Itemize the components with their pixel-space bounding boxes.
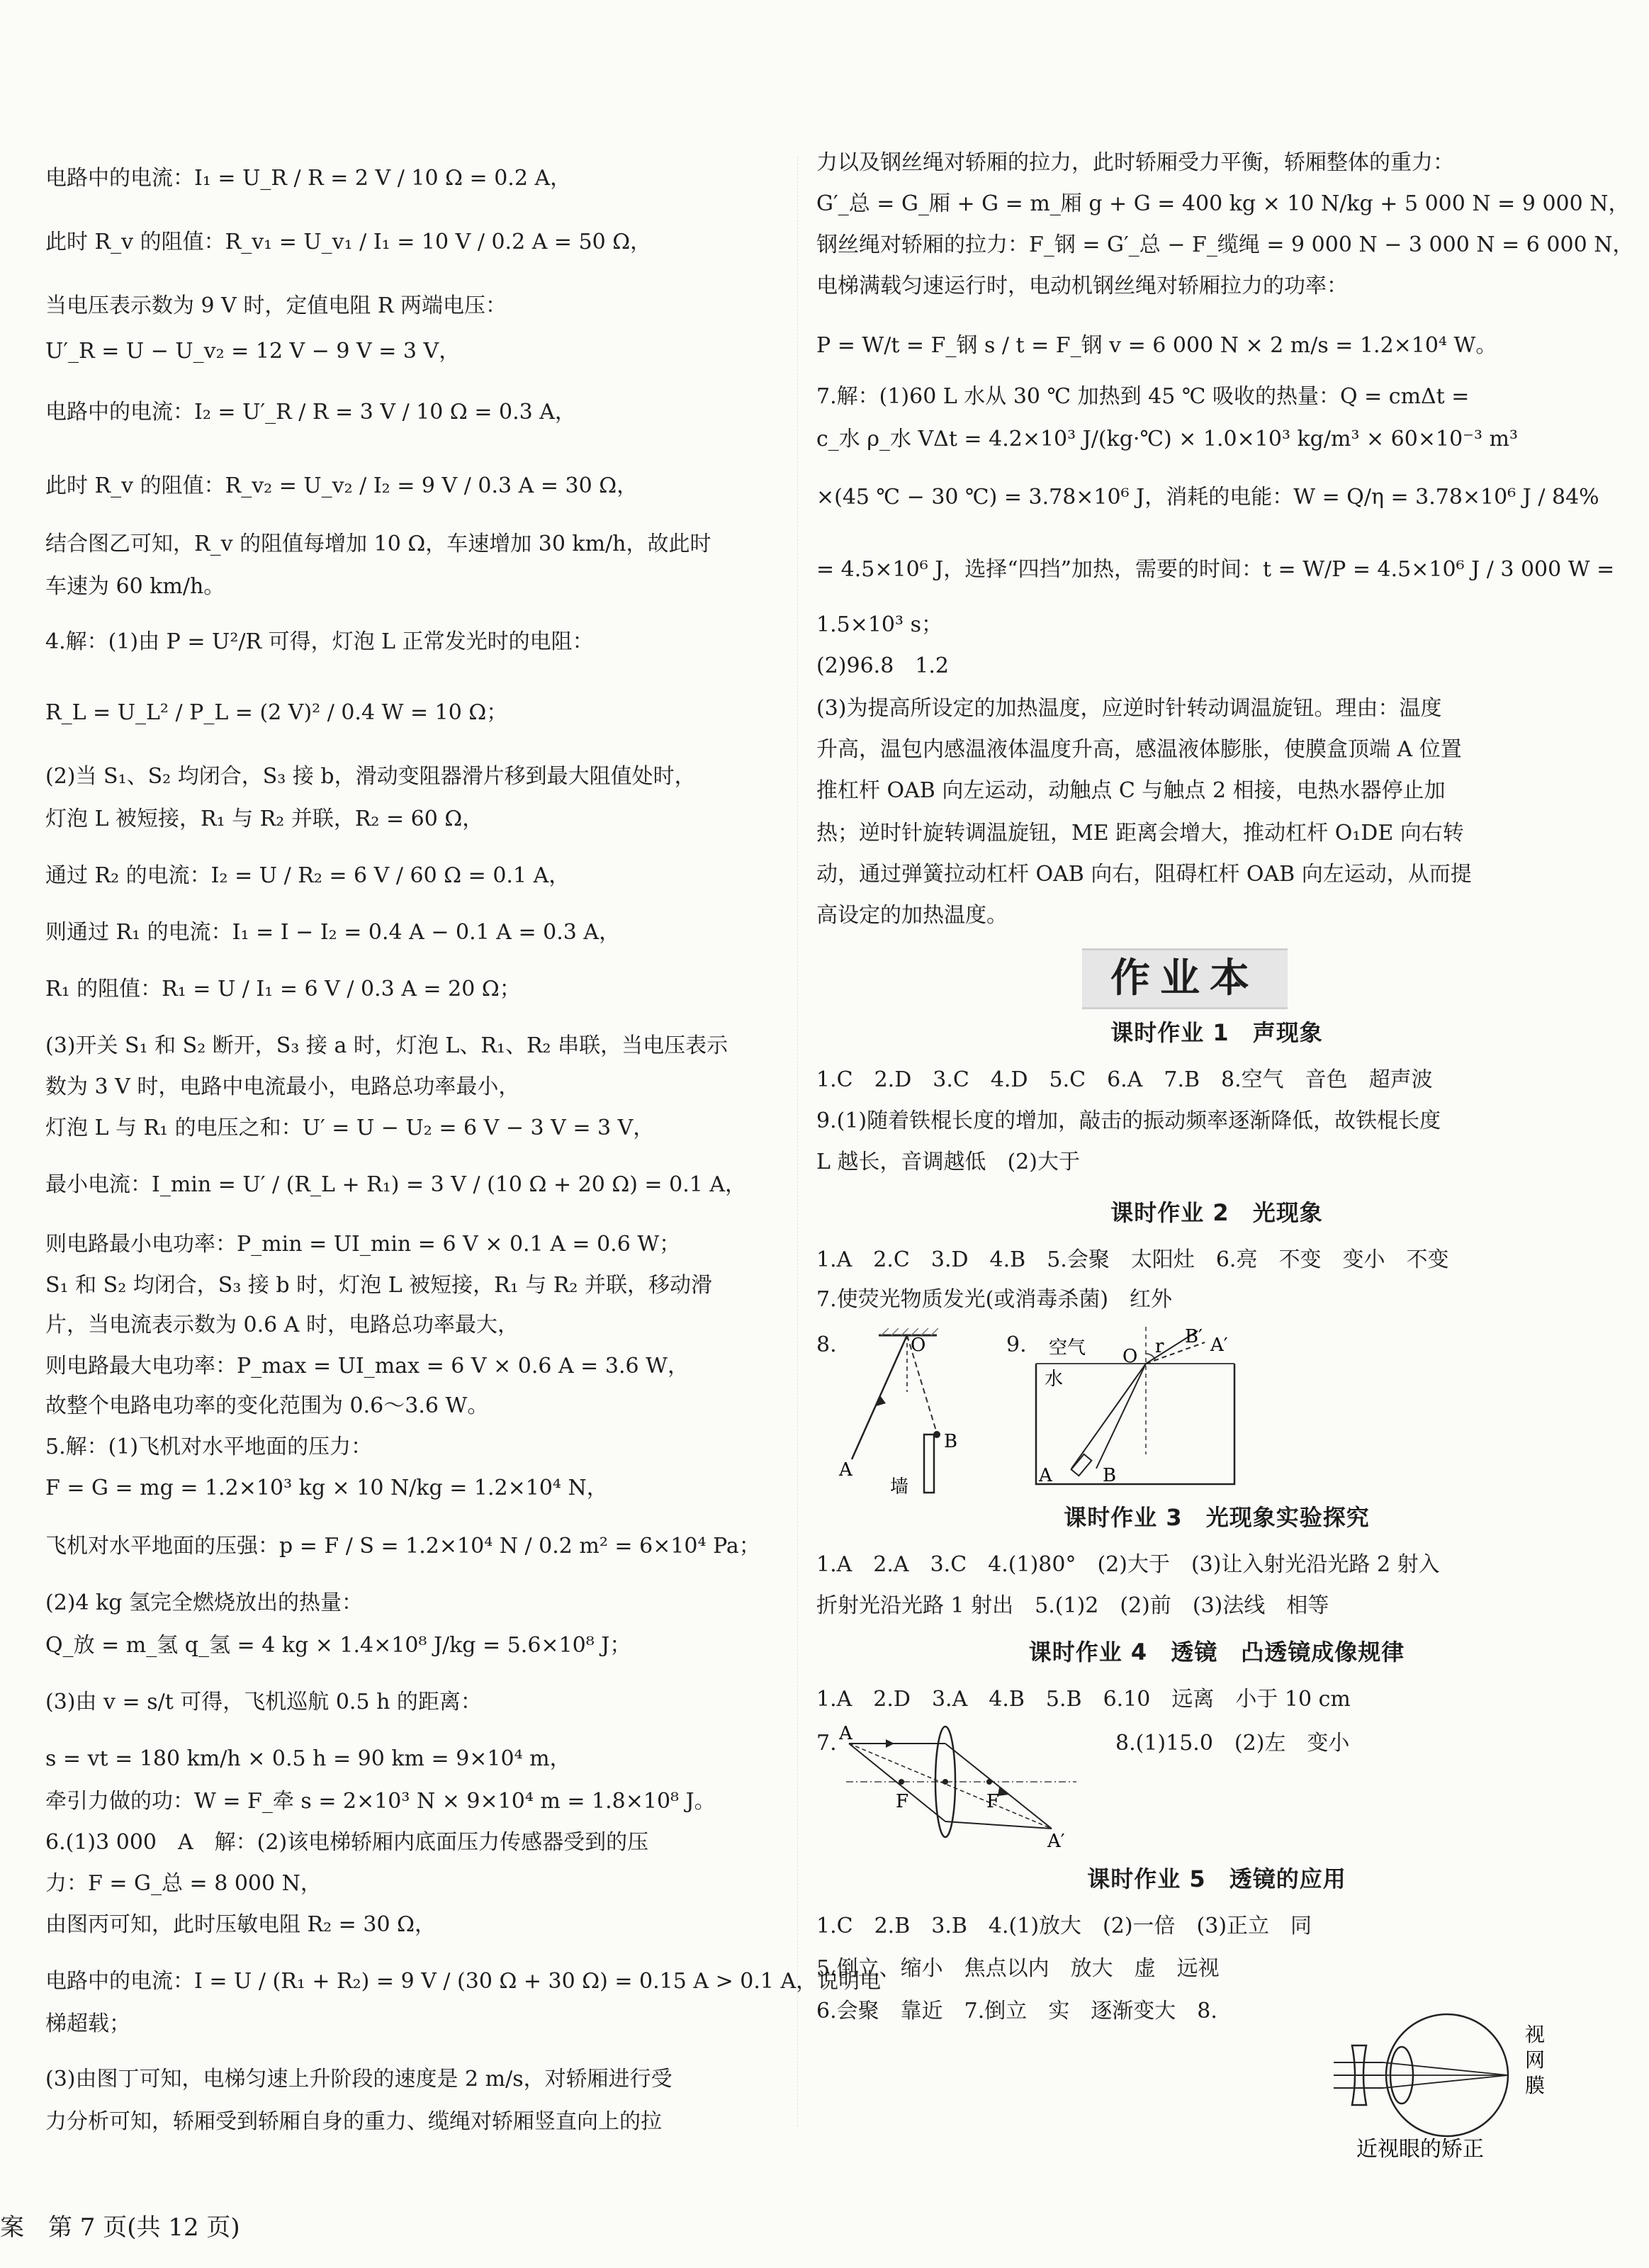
text-line: (3)由 v = s/t 可得，飞机巡航 0.5 h 的距离： [45, 1690, 482, 1714]
fig-label-retina-2: 网 [1525, 2048, 1546, 2072]
text-line: 1.5×10³ s； [816, 612, 942, 637]
text-line: 最小电流：I_min = U′ / (R_L + R₁) = 3 V / (10 Ω + 20 Ω) = 0.1 A， [45, 1172, 747, 1197]
text-line: 力：F = G_总 = 8 000 N， [45, 1871, 322, 1896]
text-line: 1.A 2.D 3.A 4.B 5.B 6.10 远离 小于 10 cm [816, 1687, 1351, 1712]
text-line: (3)由图丁可知，电梯匀速上升阶段的速度是 2 m/s，对轿厢进行受 [45, 2067, 672, 2092]
fig8-label-wall: 墙 [890, 1476, 909, 1498]
text-line: (2)当 S₁、S₂ 均闭合，S₃ 接 b，滑动变阻器滑片移到最大阻值处时， [45, 764, 696, 789]
fig7-label-Ap: A′ [1047, 1831, 1065, 1852]
text-line: 数为 3 V 时，电路中电流最小，电路总功率最小， [45, 1074, 520, 1099]
text-line: 7.使荧光物质发光(或消毒杀菌) 红外 [816, 1287, 1173, 1312]
text-line: s = vt = 180 km/h × 0.5 h = 90 km = 9×10⁴ m， [45, 1746, 571, 1771]
text-line: 折射光沿光路 1 射出 5.(1)2 (2)前 (3)法线 相等 [816, 1593, 1329, 1618]
text-line: 飞机对水平地面的压强：p = F / S = 1.2×10⁴ N / 0.2 m² = 6×10⁴ Pa； [45, 1534, 760, 1559]
lens-diagram [839, 1722, 1080, 1857]
section-heading: 课时作业 5 透镜的应用 [1087, 1865, 1346, 1892]
fig9-label-B: B [1103, 1465, 1117, 1486]
text-line: 灯泡 L 与 R₁ 的电压之和：U′ = U − U₂ = 6 V − 3 V = 3 V， [45, 1116, 655, 1140]
text-line: (3)开关 S₁ 和 S₂ 断开，S₃ 接 a 时，灯泡 L、R₁、R₂ 串联，当电压表示 [45, 1033, 728, 1058]
fig9-label-r: r [1155, 1336, 1164, 1357]
section-heading: 课时作业 1 声现象 [1110, 1019, 1323, 1046]
text-line: 6.会聚 靠近 7.倒立 实 逐渐变大 8. [816, 1999, 1217, 2023]
text-line: 此时 R_v 的阻值：R_v₂ = U_v₂ / I₂ = 9 V / 0.3 A = 30 Ω， [45, 473, 638, 498]
text-line: G′_总 = G_厢 + G = m_厢 g + G = 400 kg × 10 N/kg + 5 000 N = 9 000 N， [816, 191, 1630, 216]
text-line: (3)为提高所设定的加热温度，应逆时针转动调温旋钮。理由：温度 [816, 696, 1442, 721]
text-line: 牵引力做的功：W = F_牵 s = 2×10³ N × 9×10⁴ m = 1.8×10⁸ J。 [45, 1789, 716, 1814]
text-line: 结合图乙可知，R_v 的阻值每增加 10 Ω，车速增加 30 km/h，故此时 [45, 532, 711, 556]
text-line: 钢丝绳对轿厢的拉力：F_钢 = G′_总 − F_缆绳 = 9 000 N − 3 000 N = 6 000 N， [816, 232, 1634, 257]
section-heading: 课时作业 4 透镜 凸透镜成像规律 [1028, 1639, 1405, 1666]
fig9-label-A: A [1039, 1465, 1052, 1486]
text-line: R_L = U_L² / P_L = (2 V)² / 0.4 W = 10 Ω； [45, 700, 508, 725]
text-line: 推杠杆 OAB 向左运动，动触点 C 与触点 2 相接，电热水器停止加 [816, 778, 1446, 803]
refraction-diagram [1029, 1327, 1242, 1488]
text-line: 故整个电路电功率的变化范围为 0.6～3.6 W。 [45, 1393, 489, 1418]
text-line: 则通过 R₁ 的电流：I₁ = I − I₂ = 0.4 A − 0.1 A = 0.3 A， [45, 920, 621, 945]
fig9-label-O: O [1122, 1346, 1138, 1367]
text-line: c_水 ρ_水 VΔt = 4.2×10³ J/(kg·℃) × 1.0×10³ kg/m³ × 60×10⁻³ m³ [816, 427, 1519, 451]
text-line: F = G = mg = 1.2×10³ kg × 10 N/kg = 1.2×10⁴ N， [45, 1476, 608, 1500]
text-line: Q_放 = m_氢 q_氢 = 4 kg × 1.4×10⁸ J/kg = 5.6×10⁸ J； [45, 1633, 631, 1658]
text-line: 则电路最大电功率：P_max = UI_max = 6 V × 0.6 A = 3.6 W， [45, 1354, 689, 1379]
text-line: 动，通过弹簧拉动杠杆 OAB 向右，阻碍杠杆 OAB 向左运动，从而提 [816, 862, 1472, 887]
fig7-label-A: A [839, 1723, 852, 1744]
text-line: 高设定的加热温度。 [816, 903, 1008, 928]
text-line: U′_R = U − U_v₂ = 12 V − 9 V = 3 V， [45, 339, 461, 364]
fig9-label-Ap: A′ [1210, 1335, 1228, 1356]
text-line: 电路中的电流：I = U / (R₁ + R₂) = 9 V / (30 Ω + 30 Ω) = 0.15 A > 0.1 A，说明电 [45, 1969, 882, 1994]
text-line: 1.A 2.A 3.C 4.(1)80° (2)大于 (3)让入射光沿光路 2 射入 [816, 1552, 1440, 1577]
text-line: 9.(1)随着铁棍长度的增加，敲击的振动频率逐渐降低，故铁棍长度 [816, 1108, 1441, 1133]
fig-label-retina-1: 视 [1525, 2023, 1546, 2046]
fig8-label-O: O [911, 1335, 926, 1356]
text-line: 6.(1)3 000 A 解：(2)该电梯轿厢内底面压力传感器受到的压 [45, 1830, 649, 1855]
reflection-diagram [838, 1328, 986, 1498]
text-line: 灯泡 L 被短接，R₁ 与 R₂ 并联，R₂ = 60 Ω， [45, 807, 484, 831]
text-line: (2)4 kg 氢完全燃烧放出的热量： [45, 1590, 364, 1615]
fig7-label-F1: F [896, 1791, 909, 1812]
fig7-label-F2: F [986, 1791, 1000, 1812]
fig8-label-A: A [839, 1459, 852, 1481]
question-label: 9. [1006, 1332, 1027, 1357]
fig9-label-air: 空气 [1049, 1337, 1086, 1359]
column-divider [797, 156, 798, 2126]
text-line: 1.A 2.C 3.D 4.B 5.会聚 太阳灶 6.亮 不变 变小 不变 [816, 1247, 1449, 1272]
text-line: 当电压表示数为 9 V 时，定值电阻 R 两端电压： [45, 293, 507, 318]
question-label: 7. [816, 1731, 837, 1756]
text-line: 升高，温包内感温液体温度升高，感温液体膨胀，使膜盒顶端 A 位置 [816, 737, 1462, 762]
fig9-label-Bp: B′ [1185, 1327, 1203, 1347]
text-line: S₁ 和 S₂ 均闭合，S₃ 接 b 时，灯泡 L 被短接，R₁ 与 R₂ 并联，移动滑 [45, 1273, 712, 1298]
text-line: 梯超载； [45, 2011, 130, 2036]
text-line: 电路中的电流：I₂ = U′_R / R = 3 V / 10 Ω = 0.3 A， [45, 400, 576, 425]
text-line: R₁ 的阻值：R₁ = U / I₁ = 6 V / 0.3 A = 20 Ω； [45, 977, 521, 1001]
text-line: 则电路最小电功率：P_min = UI_min = 6 V × 0.1 A = 0.6 W； [45, 1232, 681, 1257]
text-line: = 4.5×10⁶ J，选择“四挡”加热，需要的时间：t = W/P = 4.5×10⁶ J / 3 000 W = [816, 557, 1615, 582]
text-line: 此时 R_v 的阻值：R_v₁ = U_v₁ / I₁ = 10 V / 0.2 A = 50 Ω， [45, 230, 652, 254]
text-line: 8.(1)15.0 (2)左 变小 [1115, 1731, 1350, 1756]
fig9-label-water: 水 [1045, 1369, 1064, 1390]
text-line: (2)96.8 1.2 [816, 653, 950, 678]
section-heading: 课时作业 3 光现象实验探究 [1064, 1504, 1370, 1531]
text-line: 电路中的电流：I₁ = U_R / R = 2 V / 10 Ω = 0.2 A， [45, 166, 572, 191]
text-line: 4.解：(1)由 P = U²/R 可得，灯泡 L 正常发光时的电阻： [45, 629, 594, 654]
text-line: L 越长，音调越低 (2)大于 [816, 1150, 1080, 1174]
text-line: 1.C 2.D 3.C 4.D 5.C 6.A 7.B 8.空气 音色 超声波 [816, 1067, 1433, 1092]
text-line: 1.C 2.B 3.B 4.(1)放大 (2)一倍 (3)正立 同 [816, 1914, 1312, 1938]
text-line: P = W/t = F_钢 s / t = F_钢 v = 6 000 N × 2 m/s = 1.2×10⁴ W。 [816, 333, 1497, 358]
section-banner: 作业本 [1082, 948, 1288, 1009]
text-line: 5.解：(1)飞机对水平地面的压力： [45, 1435, 373, 1459]
text-line: 热；逆时针旋转调温旋钮，ME 距离会增大，推动杠杆 O₁DE 向右转 [816, 821, 1464, 846]
text-line: 力分析可知，轿厢受到轿厢自身的重力、缆绳对轿厢竖直向上的拉 [45, 2109, 662, 2134]
page-footer: 案 第 7 页(共 12 页) [0, 2213, 240, 2242]
fig-label-retina-3: 膜 [1525, 2074, 1546, 2097]
text-line: ×(45 ℃ − 30 ℃) = 3.78×10⁶ J，消耗的电能：W = Q/η = 3.78×10⁶ J / 84% [816, 485, 1599, 510]
text-line: 车速为 60 km/h。 [45, 574, 225, 599]
text-line: 力以及钢丝绳对轿厢的拉力，此时轿厢受力平衡，轿厢整体的重力： [816, 150, 1454, 175]
text-line: 电梯满载匀速运行时，电动机钢丝绳对轿厢拉力的功率： [816, 274, 1348, 298]
text-line: 通过 R₂ 的电流：I₂ = U / R₂ = 6 V / 60 Ω = 0.1 A， [45, 863, 570, 888]
fig8-label-B: B [944, 1431, 958, 1452]
text-line: 片，当电流表示数为 0.6 A 时，电路总功率最大， [45, 1313, 519, 1337]
text-line: 7.解：(1)60 L 水从 30 ℃ 加热到 45 ℃ 吸收的热量：Q = cmΔt = [816, 384, 1470, 409]
question-label: 8. [816, 1332, 837, 1357]
section-heading: 课时作业 2 光现象 [1110, 1199, 1323, 1226]
fig-caption: 近视眼的矫正 [1356, 2137, 1484, 2162]
text-line: 5.倒立、缩小 焦点以内 放大 虚 远视 [816, 1956, 1220, 1981]
text-line: 由图丙可知，此时压敏电阻 R₂ = 30 Ω， [45, 1912, 436, 1937]
myopia-correction-diagram [1284, 2006, 1610, 2162]
